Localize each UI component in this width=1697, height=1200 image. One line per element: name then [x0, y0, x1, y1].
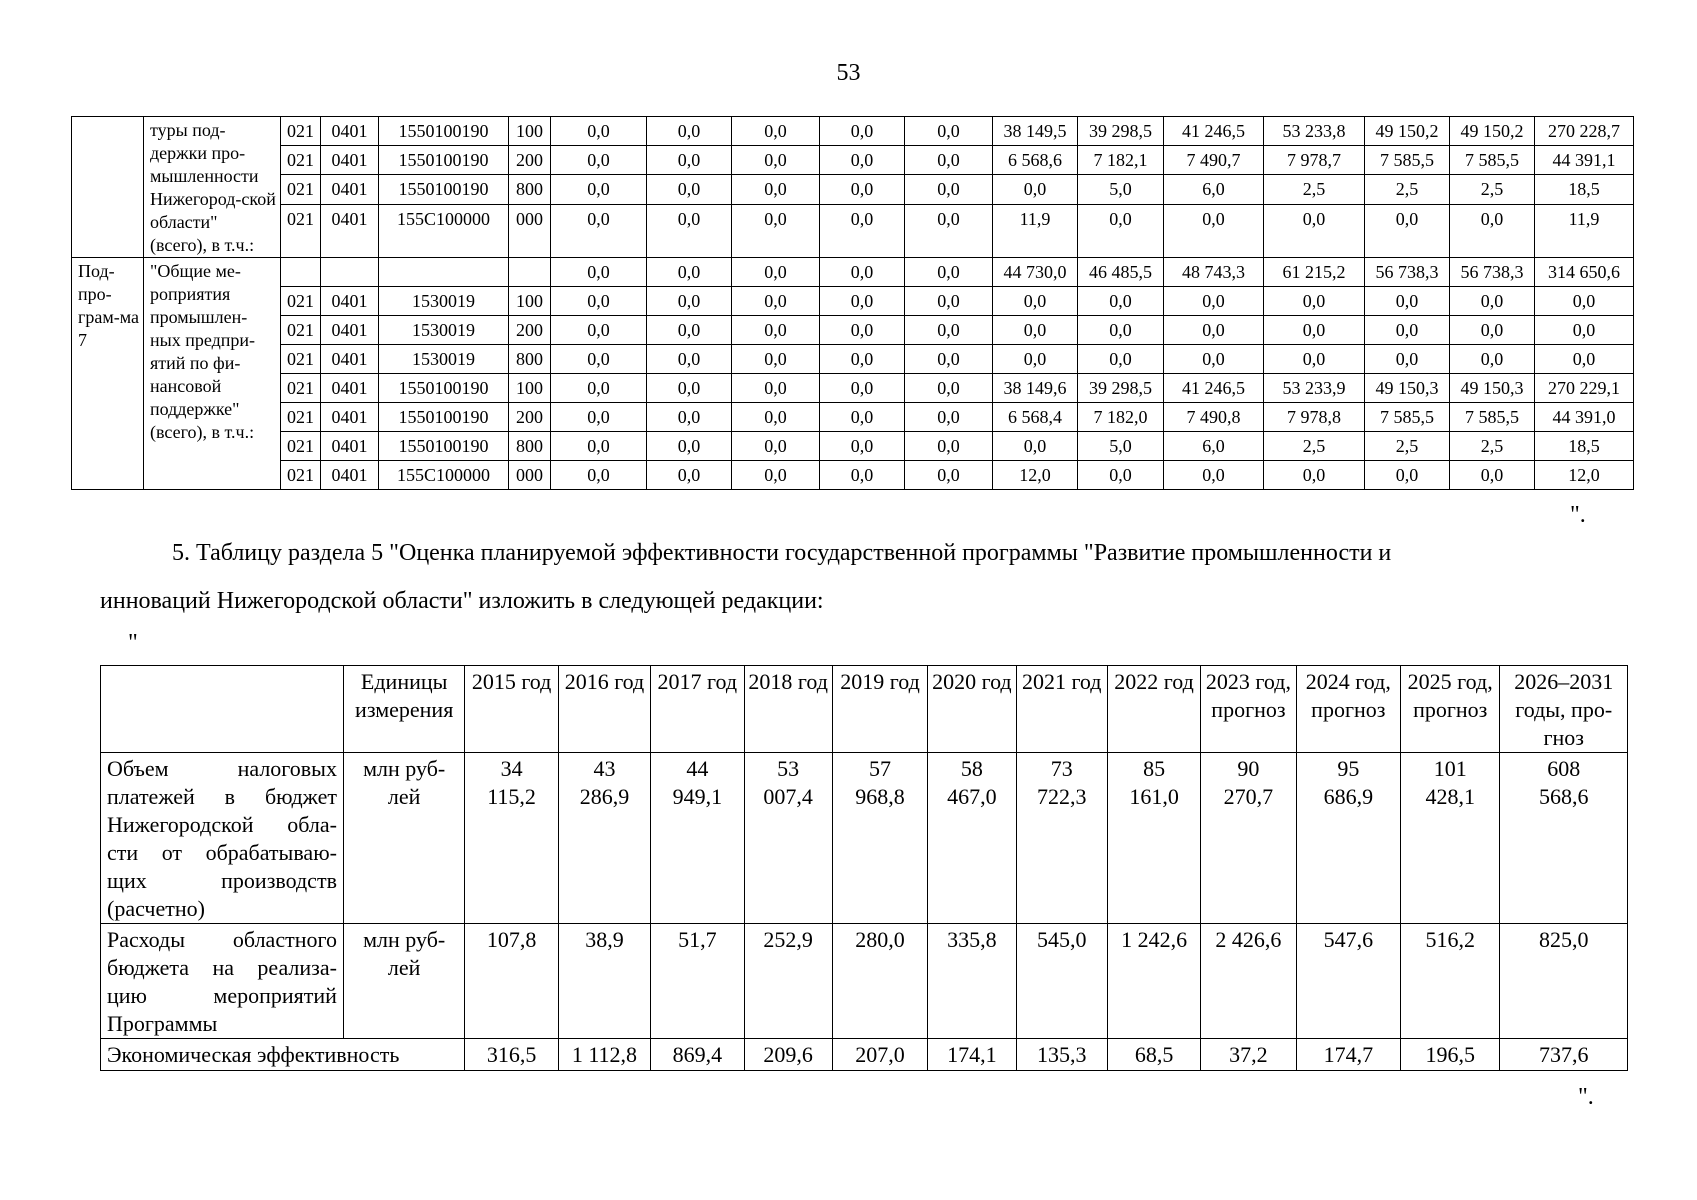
table-cell: 7 978,8 — [1264, 403, 1365, 432]
value-cell: 51,7 — [651, 924, 744, 1039]
table-cell: 38 149,6 — [993, 374, 1078, 403]
table-cell: 021 — [281, 345, 321, 374]
table-cell — [321, 258, 379, 287]
table-row — [72, 287, 1634, 316]
table-cell: 0,0 — [732, 175, 820, 204]
value-cell: 869,4 — [651, 1039, 744, 1071]
table-cell: 6,0 — [1164, 175, 1264, 204]
table-cell: 0,0 — [647, 432, 732, 461]
table-cell: 0,0 — [732, 316, 820, 345]
table-cell: 0,0 — [905, 345, 993, 374]
table-cell: 44 730,0 — [993, 258, 1078, 287]
table-cell: 0,0 — [551, 403, 647, 432]
table-cell: 0,0 — [551, 117, 647, 146]
table-cell: 0,0 — [820, 403, 905, 432]
table-cell: 7 585,5 — [1365, 403, 1450, 432]
value-cell: 545,0 — [1016, 924, 1107, 1039]
table-cell: 7 182,1 — [1078, 146, 1164, 175]
table-cell: 0,0 — [647, 461, 732, 490]
table-cell: 314 650,6 — [1535, 258, 1634, 287]
value-cell: 174,7 — [1296, 1039, 1400, 1071]
table-cell: 0401 — [321, 432, 379, 461]
table-cell: 1550100190 — [379, 432, 509, 461]
closing-quote-2: ". — [1578, 1084, 1594, 1110]
table-cell: 0401 — [321, 345, 379, 374]
table-cell: 7 978,7 — [1264, 146, 1365, 175]
table-row — [72, 432, 1634, 461]
table-cell: 0,0 — [551, 345, 647, 374]
header-cell: 2018 год — [744, 666, 832, 753]
table-cell: 0,0 — [1164, 287, 1264, 316]
table-cell: 1530019 — [379, 316, 509, 345]
table-row — [72, 117, 1634, 146]
table-cell: 0,0 — [905, 403, 993, 432]
table-cell: 0,0 — [1264, 287, 1365, 316]
table-cell: 0,0 — [551, 287, 647, 316]
table-cell: 44 391,0 — [1535, 403, 1634, 432]
table-cell: 0,0 — [647, 345, 732, 374]
table-cell: 0,0 — [551, 432, 647, 461]
table-cell: 000 — [509, 204, 551, 257]
table-row — [72, 345, 1634, 374]
unit-cell: млн руб-лей — [343, 924, 464, 1039]
table-cell: 0,0 — [551, 316, 647, 345]
value-cell: 196,5 — [1401, 1039, 1500, 1071]
table-cell: 0,0 — [1365, 345, 1450, 374]
table-cell: 0,0 — [1450, 461, 1535, 490]
value-cell: 252,9 — [744, 924, 832, 1039]
table-cell: 0,0 — [820, 287, 905, 316]
table-cell: 0,0 — [1535, 316, 1634, 345]
table-cell: 155C100000 — [379, 461, 509, 490]
table-cell: 0,0 — [647, 374, 732, 403]
indicator-name: Расходы областного бюджета на реализа-цию мероприятий Программы — [101, 924, 344, 1039]
table-cell: 0,0 — [905, 316, 993, 345]
table-cell: 0,0 — [820, 374, 905, 403]
value-cell: 95 686,9 — [1296, 753, 1400, 924]
table-cell: 021 — [281, 461, 321, 490]
table-cell: 0,0 — [1264, 204, 1365, 257]
table-row — [101, 753, 1628, 924]
table-cell: 0,0 — [732, 461, 820, 490]
table-cell: 0,0 — [732, 403, 820, 432]
table-cell: 0,0 — [820, 258, 905, 287]
table-cell: 11,9 — [993, 204, 1078, 257]
table-cell: 1550100190 — [379, 403, 509, 432]
value-cell: 547,6 — [1296, 924, 1400, 1039]
table-cell: 0,0 — [1365, 287, 1450, 316]
table-cell: 0,0 — [732, 117, 820, 146]
table-cell: 0,0 — [732, 345, 820, 374]
table-cell: 11,9 — [1535, 204, 1634, 257]
closing-quote: ". — [1570, 502, 1586, 528]
table-cell: 0,0 — [1264, 316, 1365, 345]
table-row — [72, 146, 1634, 175]
table-cell: 0,0 — [1164, 316, 1264, 345]
value-cell: 280,0 — [832, 924, 927, 1039]
table-cell: 0,0 — [820, 117, 905, 146]
table-cell: 0,0 — [905, 287, 993, 316]
table-cell: 0,0 — [1078, 316, 1164, 345]
header-cell: 2017 год — [651, 666, 744, 753]
table-cell: 0401 — [321, 287, 379, 316]
table-cell: 2,5 — [1264, 432, 1365, 461]
table-cell: 0,0 — [647, 258, 732, 287]
program-cell — [72, 117, 144, 258]
table-cell: 18,5 — [1535, 175, 1634, 204]
table-cell: 49 150,3 — [1365, 374, 1450, 403]
table-cell: 0,0 — [647, 117, 732, 146]
table-cell: 0,0 — [905, 146, 993, 175]
econ-row — [101, 1039, 1628, 1071]
table-cell: 200 — [509, 316, 551, 345]
table-cell: 100 — [509, 117, 551, 146]
header-cell: 2016 год — [558, 666, 650, 753]
table-cell: 0,0 — [551, 146, 647, 175]
table-cell: 0,0 — [1450, 204, 1535, 257]
table-cell: 0,0 — [1450, 345, 1535, 374]
table-cell: 0,0 — [647, 146, 732, 175]
value-cell: 44 949,1 — [651, 753, 744, 924]
table-cell: 61 215,2 — [1264, 258, 1365, 287]
efficiency-table — [100, 665, 1628, 1071]
table-cell: 021 — [281, 175, 321, 204]
table-cell: 41 246,5 — [1164, 374, 1264, 403]
table-cell: 1550100190 — [379, 117, 509, 146]
table-cell: 0,0 — [1365, 461, 1450, 490]
table-cell: 56 738,3 — [1450, 258, 1535, 287]
header-cell: 2024 год, прогноз — [1296, 666, 1400, 753]
table-cell: 0,0 — [1365, 204, 1450, 257]
table-cell: 0,0 — [993, 287, 1078, 316]
table-cell: 0,0 — [647, 175, 732, 204]
table-cell: 0,0 — [1164, 461, 1264, 490]
value-cell: 335,8 — [928, 924, 1016, 1039]
table-cell: 021 — [281, 403, 321, 432]
table-cell — [379, 258, 509, 287]
table-cell — [281, 258, 321, 287]
table-cell: 1550100190 — [379, 175, 509, 204]
table-cell: 021 — [281, 204, 321, 257]
table-cell: 0,0 — [732, 146, 820, 175]
value-cell: 174,1 — [928, 1039, 1016, 1071]
table-cell: 0,0 — [1164, 345, 1264, 374]
header-cell: 2020 год — [928, 666, 1016, 753]
header-cell: 2023 год, прогноз — [1201, 666, 1296, 753]
table-cell: 0,0 — [1264, 345, 1365, 374]
table-cell: 0,0 — [993, 345, 1078, 374]
header-row — [101, 666, 1628, 753]
value-cell: 2 426,6 — [1201, 924, 1296, 1039]
table-cell: 39 298,5 — [1078, 117, 1164, 146]
table-cell: 0,0 — [905, 374, 993, 403]
table-cell: 0,0 — [551, 175, 647, 204]
table-cell: 7 490,7 — [1164, 146, 1264, 175]
page-number: 53 — [836, 60, 861, 86]
table-cell: 5,0 — [1078, 432, 1164, 461]
table-cell: 12,0 — [993, 461, 1078, 490]
table-row — [72, 316, 1634, 345]
table-row — [101, 924, 1628, 1039]
indicator-name: Объем налоговых платежей в бюджет Нижегородской обла-сти от обрабатываю-щих производств (расчетно) — [101, 753, 344, 924]
table-cell: 0,0 — [732, 374, 820, 403]
value-cell: 209,6 — [744, 1039, 832, 1071]
unit-cell: млн руб-лей — [343, 753, 464, 924]
value-cell: 68,5 — [1107, 1039, 1200, 1071]
header-cell: 2025 год, прогноз — [1401, 666, 1500, 753]
table-cell: 0,0 — [905, 432, 993, 461]
table-cell: 0,0 — [647, 204, 732, 257]
table-cell: 12,0 — [1535, 461, 1634, 490]
table-cell: 021 — [281, 316, 321, 345]
value-cell: 207,0 — [832, 1039, 927, 1071]
table-cell: 0,0 — [732, 204, 820, 257]
value-cell: 516,2 — [1401, 924, 1500, 1039]
table-cell: 2,5 — [1264, 175, 1365, 204]
econ-label: Экономическая эффективность — [101, 1039, 465, 1071]
subprogram-name: "Общие ме-роприятия промышлен-ных предпри-ятий по фи-нансовой поддержке" (всего), в т.ч.: — [144, 258, 281, 490]
paragraph-line-1: 5. Таблицу раздела 5 "Оценка планируемой эффективности государственной программы "Развитие промышленности и — [172, 540, 1392, 566]
table-cell: 48 743,3 — [1164, 258, 1264, 287]
table-cell: 800 — [509, 345, 551, 374]
value-cell: 135,3 — [1016, 1039, 1107, 1071]
table-cell: 100 — [509, 287, 551, 316]
table-cell: 2,5 — [1365, 175, 1450, 204]
program-name: туры под-держки про-мышленности Нижегород-ской области" (всего), в т.ч.: — [144, 117, 281, 258]
table-cell: 41 246,5 — [1164, 117, 1264, 146]
table-cell: 2,5 — [1450, 432, 1535, 461]
table-cell: 0401 — [321, 461, 379, 490]
table-cell — [509, 258, 551, 287]
table-cell: 0,0 — [1164, 204, 1264, 257]
table-cell: 0,0 — [820, 461, 905, 490]
table-cell: 2,5 — [1450, 175, 1535, 204]
table-row-total — [72, 258, 1634, 287]
table-cell: 6 568,4 — [993, 403, 1078, 432]
table-cell: 6 568,6 — [993, 146, 1078, 175]
table-cell: 1550100190 — [379, 146, 509, 175]
table-cell: 7 585,5 — [1365, 146, 1450, 175]
value-cell: 43 286,9 — [558, 753, 650, 924]
table-cell: 0401 — [321, 204, 379, 257]
table-cell: 0,0 — [905, 117, 993, 146]
table-cell: 46 485,5 — [1078, 258, 1164, 287]
table-cell: 021 — [281, 432, 321, 461]
header-cell — [101, 666, 344, 753]
header-cell: 2019 год — [832, 666, 927, 753]
table-cell: 0,0 — [551, 461, 647, 490]
value-cell: 608 568,6 — [1500, 753, 1628, 924]
table-cell: 0,0 — [732, 432, 820, 461]
value-cell: 825,0 — [1500, 924, 1628, 1039]
value-cell: 73 722,3 — [1016, 753, 1107, 924]
table-cell: 0,0 — [647, 316, 732, 345]
header-cell: 2026–2031 годы, про-гноз — [1500, 666, 1628, 753]
table-cell: 53 233,9 — [1264, 374, 1365, 403]
table-cell: 7 182,0 — [1078, 403, 1164, 432]
table-cell: 270 228,7 — [1535, 117, 1634, 146]
table-cell: 0,0 — [1078, 345, 1164, 374]
table-cell: 000 — [509, 461, 551, 490]
table-cell: 0,0 — [647, 287, 732, 316]
value-cell: 316,5 — [465, 1039, 558, 1071]
table-cell: 0,0 — [820, 345, 905, 374]
value-cell: 37,2 — [1201, 1039, 1296, 1071]
header-cell: 2015 год — [465, 666, 558, 753]
value-cell: 101 428,1 — [1401, 753, 1500, 924]
value-cell: 34 115,2 — [465, 753, 558, 924]
table-cell: 53 233,8 — [1264, 117, 1365, 146]
table-cell: 200 — [509, 146, 551, 175]
table-cell: 7 585,5 — [1450, 146, 1535, 175]
table-cell: 0,0 — [905, 258, 993, 287]
table-cell: 1550100190 — [379, 374, 509, 403]
table-cell: 0,0 — [1535, 345, 1634, 374]
table-cell: 0,0 — [905, 204, 993, 257]
table-cell: 0,0 — [820, 146, 905, 175]
value-cell: 58 467,0 — [928, 753, 1016, 924]
table-cell: 0401 — [321, 316, 379, 345]
table-cell: 0,0 — [1078, 287, 1164, 316]
table-cell: 0,0 — [1450, 316, 1535, 345]
table-cell: 0,0 — [1450, 287, 1535, 316]
header-cell: 2022 год — [1107, 666, 1200, 753]
table-row — [72, 204, 1634, 257]
table-cell: 021 — [281, 374, 321, 403]
table-cell: 0,0 — [647, 403, 732, 432]
table-cell: 7 585,5 — [1450, 403, 1535, 432]
table-cell: 2,5 — [1365, 432, 1450, 461]
header-cell: Единицы измерения — [343, 666, 464, 753]
table-cell: 0,0 — [1365, 316, 1450, 345]
table-cell: 1530019 — [379, 345, 509, 374]
table-cell: 0,0 — [905, 175, 993, 204]
table-cell: 0,0 — [820, 175, 905, 204]
table-cell: 0,0 — [732, 258, 820, 287]
opening-quote: " — [128, 630, 138, 656]
table-cell: 0,0 — [551, 204, 647, 257]
table-cell: 0,0 — [993, 432, 1078, 461]
table-cell: 0,0 — [993, 175, 1078, 204]
table-cell: 49 150,3 — [1450, 374, 1535, 403]
table-cell: 0,0 — [1078, 204, 1164, 257]
value-cell: 737,6 — [1500, 1039, 1628, 1071]
table-cell: 200 — [509, 403, 551, 432]
table-cell: 0,0 — [820, 204, 905, 257]
table-cell: 0401 — [321, 146, 379, 175]
table-row — [72, 175, 1634, 204]
table-cell: 155C100000 — [379, 204, 509, 257]
table-cell: 5,0 — [1078, 175, 1164, 204]
subprogram-label: Под-про-грам-ма 7 — [72, 258, 144, 490]
table-cell: 0,0 — [1264, 461, 1365, 490]
table-cell: 021 — [281, 146, 321, 175]
table-cell: 021 — [281, 287, 321, 316]
value-cell: 85 161,0 — [1107, 753, 1200, 924]
table-cell: 270 229,1 — [1535, 374, 1634, 403]
table-row — [72, 461, 1634, 490]
value-cell: 53 007,4 — [744, 753, 832, 924]
table-cell: 56 738,3 — [1365, 258, 1450, 287]
value-cell: 1 112,8 — [558, 1039, 650, 1071]
table-cell: 44 391,1 — [1535, 146, 1634, 175]
table-cell: 0,0 — [820, 432, 905, 461]
value-cell: 107,8 — [465, 924, 558, 1039]
table-cell: 021 — [281, 117, 321, 146]
table-cell: 0,0 — [993, 316, 1078, 345]
table-cell: 0,0 — [551, 374, 647, 403]
table-cell: 49 150,2 — [1450, 117, 1535, 146]
table-cell: 800 — [509, 175, 551, 204]
value-cell: 38,9 — [558, 924, 650, 1039]
table-cell: 0,0 — [551, 258, 647, 287]
value-cell: 1 242,6 — [1107, 924, 1200, 1039]
value-cell: 90 270,7 — [1201, 753, 1296, 924]
table-cell: 6,0 — [1164, 432, 1264, 461]
table-cell: 1530019 — [379, 287, 509, 316]
table-cell: 49 150,2 — [1365, 117, 1450, 146]
table-row — [72, 374, 1634, 403]
table-cell: 38 149,5 — [993, 117, 1078, 146]
table-cell: 0,0 — [732, 287, 820, 316]
table-cell: 0,0 — [820, 316, 905, 345]
paragraph-line-2: инноваций Нижегородской области" изложить в следующей редакции: — [100, 588, 824, 614]
table-cell: 0,0 — [1535, 287, 1634, 316]
table-cell: 0401 — [321, 374, 379, 403]
table-cell: 18,5 — [1535, 432, 1634, 461]
table-cell: 39 298,5 — [1078, 374, 1164, 403]
table-cell: 0401 — [321, 117, 379, 146]
table-row — [72, 403, 1634, 432]
table-cell: 0401 — [321, 175, 379, 204]
table-cell: 800 — [509, 432, 551, 461]
budget-table — [71, 116, 1634, 490]
table-cell: 0,0 — [905, 461, 993, 490]
value-cell: 57 968,8 — [832, 753, 927, 924]
table-cell: 7 490,8 — [1164, 403, 1264, 432]
table-cell: 100 — [509, 374, 551, 403]
header-cell: 2021 год — [1016, 666, 1107, 753]
table-cell: 0,0 — [1078, 461, 1164, 490]
table-cell: 0401 — [321, 403, 379, 432]
